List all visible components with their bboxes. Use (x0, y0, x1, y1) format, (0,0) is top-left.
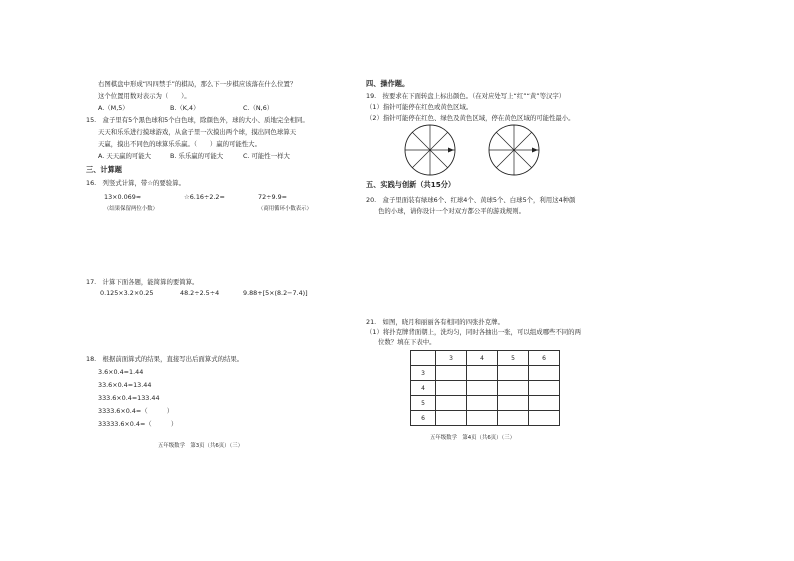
q16-item-3: 72÷9.9= (258, 193, 288, 201)
answer-cell[interactable] (436, 396, 467, 411)
q19-sub1: （1）指针可能停在红色或黄色区域。 (366, 103, 473, 111)
q20-line1: 20. 盒子里面装有绿球6个、红球4个、黄球5个、白球5个，利用这4种颜 (366, 196, 576, 204)
answer-cell[interactable] (436, 381, 467, 396)
q19-sub2: （2）指针可能停在红色、绿色及黄色区域，停在黄色区域的可能性最小。 (366, 114, 575, 122)
table-row (411, 366, 560, 381)
q21-title: 21. 如图，晓月和丽丽各有相同的四张扑克牌。 (366, 318, 504, 326)
q18-item-5: 33333.6×0.4=（ ） (98, 420, 178, 428)
q17-item-1: 0.125×3.2×0.25 (100, 289, 154, 297)
spinner-1 (405, 125, 455, 175)
answer-cell[interactable] (498, 411, 529, 426)
answer-cell[interactable] (467, 411, 498, 426)
answer-cell[interactable] (529, 396, 560, 411)
answer-cell[interactable] (529, 381, 560, 396)
q15-line2: 天天和乐乐进行摸球游戏，从盒子里一次摸出两个球，摸出同色球算天 (98, 128, 297, 136)
q14-text: 这个位置用数对表示为（ ）。 (98, 92, 191, 100)
q18-title: 18. 根据前面算式的结果，直接写出后面算式的结果。 (86, 355, 244, 363)
answer-cell[interactable] (529, 366, 560, 381)
spinner-diagrams (404, 124, 564, 178)
q14-option-a: A.（M,5） (98, 104, 129, 112)
q17-item-3: 9.88+[5×(8.2−7.4)] (243, 289, 308, 297)
right-page-footer: 五年级数学 第4页（共6页）（三） (430, 435, 516, 441)
q16-item-1: 13×0.069≈ (104, 193, 142, 201)
answer-cell[interactable] (436, 366, 467, 381)
table-row-header: 4 (411, 381, 436, 396)
table-row-header: 6 (411, 411, 436, 426)
q21-sub1-line2: 位数？填在下表中。 (378, 338, 436, 346)
q17-title: 17. 计算下面各题，能简算的要简算。 (86, 278, 199, 286)
table-corner-cell (411, 351, 436, 366)
table-row (411, 396, 560, 411)
q14-option-c: C.（N,6） (243, 104, 274, 112)
table-row-header: 5 (411, 396, 436, 411)
section4-title: 四、操作题。 (366, 79, 410, 88)
section3-title: 三、计算题 (86, 165, 122, 174)
q15-line3: 天赢，摸出不同色的球算乐乐赢。（ ）赢的可能性大。 (98, 140, 261, 148)
spinner-2 (489, 125, 539, 175)
number-grid-table (410, 350, 560, 426)
q16-note-2: （商用循环小数表示） (258, 206, 312, 212)
q17-item-2: 48.2÷2.5÷4 (180, 289, 220, 297)
q14-option-b: B.（K,4） (170, 104, 200, 112)
q14-intro: 右图棋盘中形成“四四禁手”的棋局，那么下一步棋应该落在什么位置？ (98, 80, 297, 88)
q18-item-4: 3333.6×0.4=（ ） (98, 407, 174, 415)
q18-item-1: 3.6×0.4=1.44 (98, 368, 144, 376)
q16-note-1: （结果保留两位小数） (104, 206, 158, 212)
q16-title: 16. 列竖式计算，带☆的要验算。 (86, 179, 185, 187)
table-header-row (411, 351, 560, 366)
q21-sub1-line1: （1）将扑克牌背面朝上，洗均匀，同时各抽出一张，可以组成哪些不同的两 (366, 328, 581, 336)
answer-cell[interactable] (467, 366, 498, 381)
q16-item-2: ☆6.16÷2.2= (184, 193, 225, 201)
answer-cell[interactable] (467, 396, 498, 411)
answer-cell[interactable] (498, 366, 529, 381)
section5-title: 五、实践与创新（共15分） (366, 180, 456, 189)
table-row (411, 381, 560, 396)
q20-line2: 色的小球，请你设计一个对双方都公平的游戏规则。 (378, 207, 525, 215)
answer-cell[interactable] (498, 381, 529, 396)
table-header-cell: 4 (467, 351, 498, 366)
table-row (411, 411, 560, 426)
table-row-header: 3 (411, 366, 436, 381)
table-header-cell: 3 (436, 351, 467, 366)
answer-cell[interactable] (467, 381, 498, 396)
answer-cell[interactable] (436, 411, 467, 426)
q19-title: 19. 按要求在下面转盘上标出颜色。（在对应处写上“红”“黄”等汉字） (366, 92, 566, 100)
answer-cell[interactable] (498, 396, 529, 411)
q18-item-2: 33.6×0.4=13.44 (98, 381, 152, 389)
left-page-footer: 五年级数学 第3页（共6页）（三） (158, 443, 244, 449)
table-header-cell: 5 (498, 351, 529, 366)
q15-option-a: A. 天天赢的可能大 (98, 152, 152, 160)
table-header-cell: 6 (529, 351, 560, 366)
q15-option-c: C. 可能性一样大 (243, 152, 290, 160)
q18-item-3: 333.6×0.4=133.44 (98, 394, 160, 402)
q15-line1: 15. 盒子里有5个黑色球和5个白色球，除颜色外，球的大小、质地完全相同。 (86, 116, 309, 124)
answer-cell[interactable] (529, 411, 560, 426)
q15-option-b: B. 乐乐赢的可能大 (170, 152, 224, 160)
